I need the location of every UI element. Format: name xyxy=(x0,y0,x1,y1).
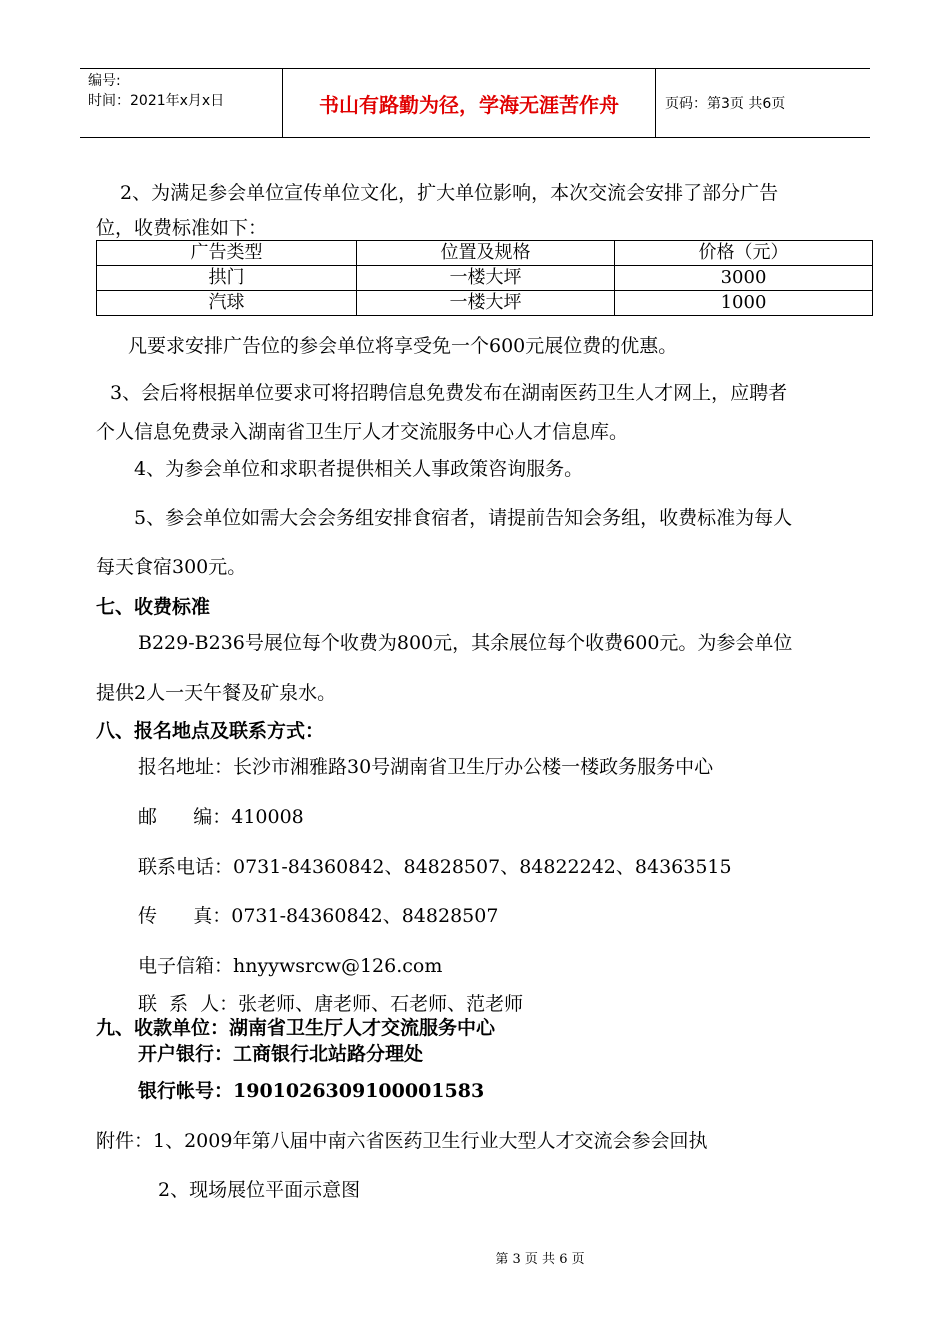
paragraph-4: 4、为参会单位和求职者提供相关人事政策咨询服务。 xyxy=(134,458,584,480)
bank-name: 开户银行：工商银行北站路分理处 xyxy=(138,1043,424,1065)
document-date: 时间：2021年x月x日 xyxy=(88,93,225,109)
section-7-line-1: B229-B236号展位每个收费为800元，其余展位每个收费600元。为参会单位 xyxy=(138,632,793,654)
header-page-number: 页码：第3页 共6页 xyxy=(665,96,786,112)
section-9-payee: 九、收款单位：湖南省卫生厅人才交流服务中心 xyxy=(96,1017,496,1039)
table-cell: 拱门 xyxy=(97,266,357,291)
header-motto-cell xyxy=(283,69,656,137)
registration-address: 报名地址：长沙市湘雅路30号湖南省卫生厅办公楼一楼政务服务中心 xyxy=(138,756,714,778)
ad-fee-table xyxy=(96,240,873,316)
paragraph-2-line-1: 2、为满足参会单位宣传单位文化，扩大单位影响，本次交流会安排了部分广告 xyxy=(120,182,779,204)
attachment-1: 附件：1、2009年第八届中南六省医药卫生行业大型人才交流会参会回执 xyxy=(96,1130,708,1152)
paragraph-2-line-2: 位，收费标准如下： xyxy=(96,217,268,239)
attachment-2: 2、现场展位平面示意图 xyxy=(158,1179,361,1201)
table-cell: 3000 xyxy=(615,266,873,291)
paragraph-3-line-2: 个人信息免费录入湖南省卫生厅人才交流服务中心人才信息库。 xyxy=(96,421,629,443)
paragraph-5-line-1: 5、参会单位如需大会会务组安排食宿者，请提前告知会务组，收费标准为每人 xyxy=(134,507,793,529)
contact-phone: 联系电话：0731-84360842、84828507、84822242、84363515 xyxy=(138,856,732,878)
email: 电子信箱：hnyywsrcw@126.com xyxy=(138,955,443,977)
page-header xyxy=(80,68,870,138)
header-meta xyxy=(80,69,283,137)
section-7-title: 七、收费标准 xyxy=(96,596,211,618)
fax: 传 真：0731-84360842、84828507 xyxy=(138,905,499,927)
table-header-cell: 广告类型 xyxy=(97,241,357,266)
document-number: 编号: xyxy=(88,73,121,89)
section-7-line-2: 提供2人一天午餐及矿泉水。 xyxy=(96,682,337,704)
table-header-cell: 价格（元） xyxy=(615,241,873,266)
table-cell: 一楼大坪 xyxy=(357,266,615,291)
table-cell: 1000 xyxy=(615,291,873,316)
table-header-row xyxy=(97,241,873,266)
contact-persons: 联 系 人：张老师、唐老师、石老师、范老师 xyxy=(138,993,524,1015)
paragraph-5-line-2: 每天食宿300元。 xyxy=(96,556,247,578)
bank-account: 银行帐号：1901026309100001583 xyxy=(138,1080,485,1102)
table-cell: 一楼大坪 xyxy=(357,291,615,316)
page-footer: 第 3 页 共 6 页 xyxy=(495,1252,585,1267)
table-cell: 汽球 xyxy=(97,291,357,316)
paragraph-3-line-1: 3、会后将根据单位要求可将招聘信息免费发布在湖南医药卫生人才网上，应聘者 xyxy=(110,382,788,404)
section-8-title: 八、报名地点及联系方式： xyxy=(96,720,325,742)
table-header-cell: 位置及规格 xyxy=(357,241,615,266)
table-row xyxy=(97,266,873,291)
postcode: 邮 编：410008 xyxy=(138,806,304,828)
discount-note: 凡要求安排广告位的参会单位将享受免一个600元展位费的优惠。 xyxy=(128,335,678,357)
header-motto: 书山有路勤为径，学海无涯苦作舟 xyxy=(319,92,619,117)
table-row xyxy=(97,291,873,316)
